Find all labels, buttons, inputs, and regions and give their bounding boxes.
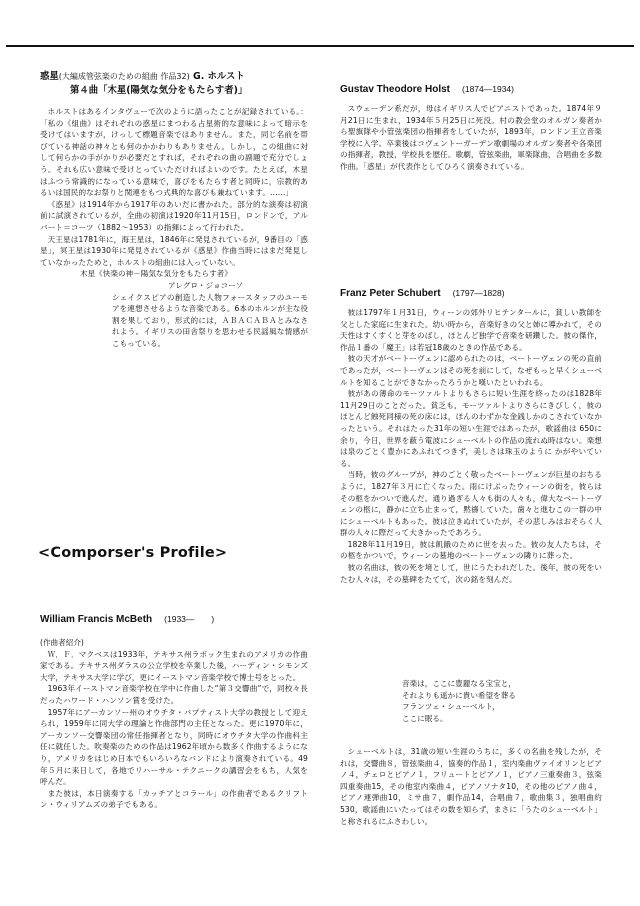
holst-section [340,82,602,173]
planets-composer: G. ホルスト [189,71,245,82]
schubert-section [340,286,602,585]
planets-paragraph: 《惑星》は1914年から1917年のあいだに書かれた。部分的な演奏は初演前に試演されているが，全曲の初演は1920年11月15日，ロンドンで，アルバート＝コーツ（1882～1953）の指揮によって行われた。 [40,199,308,232]
epitaph-line: 音楽は，ここに豊麗なる宝宝と， [402,679,516,688]
schubert-closing-section [340,746,602,827]
composer-name-holst [340,82,602,97]
top-rule [6,45,634,47]
schubert-paragraph: 当時，彼のグループが，神のごとく敬ったベートーヴェンが巨星のおちるように，1827年３月に亡くなった。雨にけぶったウィーンの街を，彼らはその柩をかついで進んだ。通り過ぎる人々も街の人々も，偉大なベートーヴェンの柩に，静かに立ち止まって，黙禱していた。歯々と進むこの一群の中にシューベルトもあった。彼は泣きぬれていたが，その悲しみはおそらく人群の人々に際だって大きかったであろう。 [340,470,602,538]
composer-intro-label: (作曲者紹介) [40,638,84,647]
mcbeth-paragraph: 1963年イーストマン音楽学校在学中に作曲した“第３交響曲”で，同校々長だったハワード・ハンソン賞を受けた。 [40,684,308,705]
mcbeth-paragraph: Ｗ．Ｆ．マクベスは1933年，テキサス州ラボック生まれのアメリカの作曲家である。テキサス州ダラスの公立学校を卒業した後，ハーディン・シモンズ大学，テキサス大学に学び，更にイーストマン音楽学校で博士号をとった。 [40,649,308,682]
planets-section [40,70,308,349]
schubert-epitaph [402,678,602,724]
holst-name: Gustav Theodore Holst [340,84,451,95]
movement-tempo: アレグロ・ジョコーソ [168,280,244,290]
movement-title: 木星《快楽の神－陽気な気分をもたらす者》 [80,269,232,279]
movement-description: シェイクスピアの創造した人物フォースタッフのユーモアを連想させるような音楽である。6本のホルンが主な役割を果しており，形式的には，ＡＢＡＣＡＢＡとみなされよう。イギリスの田舎祭りを思わせる民謡風な情感がこもっている。 [112,292,308,348]
holst-paragraph: スウェーデン系だが，母はイギリス人でピアニストであった。1874年９月21日に生まれ，1934年５月25日に死没。村の教会堂のオルガン奏者から聖旗隊や小管弦楽団の指揮者をしていたが，1893年，ロンドン王立音楽学校に入学。卒業後はコヴェントーガーデン歌劇場のオルガン奏者や各楽団の指揮者，教授，学校長を歴任。歌劇，管弦楽曲，軍楽隊曲，合唱曲を多数作曲。「惑星」が代表作としてひろく演奏されている。 [340,104,602,171]
schubert-closing-paragraph: シューベルトは，31歳の短い生涯のうちに，多くの名曲を残したが，それは，交響曲８，管弦楽曲４，協奏的作品１，室内楽曲ヴァイオリンとピアノ４，チェロとピアノ１，フリュートとピアノ１，ピアノ三重奏曲３，弦楽四重奏曲15，その他室内楽曲４，ピアノソナタ10，その他のピアノ曲４，ピアノ連弾曲10，ミサ曲７，劇作品14，合唱曲７，歌曲集３，独唱曲約 530，歌謡曲にいたってはその数を知らず，まさに「うたのシューベルト」と称されるにふさわしい。 [340,747,602,826]
schubert-paragraph: 彼は1797年１月31日，ウィーンの郊外リヒテンタールに，貧しい教師を父とした家庭に生まれた。幼い時から，音楽好きの父と姉に導かれて，その天性はすくすくと芽をのばし，ほとんど独学で音楽を研鑽した。彼の傑作，作品１番の「魔王」は若冠18歳のときの作品である。 [340,308,602,352]
planets-title: 惑星 [40,71,59,82]
holst-years: (1874—1934) [462,84,514,94]
schubert-paragraph: 1828年11月19日，彼は飢餓のために世を去った。彼の友人たちは，その柩をかついで，ウィーンの墓地のベートーヴェンの隣りに葬った。 [340,539,602,561]
planets-subtitle: (大編成管弦楽のための組曲 作品32) [58,72,190,81]
mcbeth-name: William Francis McBeth [40,614,153,625]
composer-name-schubert [340,286,602,301]
planets-heading [40,70,308,98]
mcbeth-paragraph: 1957年にアーカンソー州のオウチタ・バプティスト大学の教授として迎えられ，1959年に同大学の理論と作曲部門の主任となった。更に1970年に，アーカンソー交響楽団の常任指揮者となり，同時にオウチタ大学の作曲科主任に就任した。吹奏楽のための作品は1962年頃から数多く作曲するようになり，アメリカをはじめ日本でもいろいろなバンドにより演奏されている。49年５月に来日して，各地でリハーサル・テクニークの講習会をもち，人気を呼んだ。 [40,707,308,787]
schubert-name: Franz Peter Schubert [340,288,441,299]
mcbeth-paragraph: また彼は，本日演奏する「カッチアとコラール」の作曲者であるクリフトン・ウィリアムズの弟子でもある。 [40,788,308,810]
profile-heading: <Comporser's Profile> [38,545,228,561]
epitaph-line: フランツェ・シューベルト， [402,702,500,712]
planets-movement-heading: 第４曲「木星(陽気な気分をもたらす者)」 [70,85,248,96]
composer-name-mcbeth [40,612,308,627]
mcbeth-years: (1933— ) [164,614,215,624]
epitaph-line: ここに眠る。 [402,713,448,723]
schubert-years: (1797—1828) [452,288,505,298]
schubert-paragraph: 彼の名曲は，彼の死を境として，世にうたわれだした。後年，彼の死をいたむ人々は，その墓碑をたてて，次の銘を刻んだ。 [340,563,602,584]
planets-paragraph: 天王星は1781年に，海王星は，1846年に発見されているが，9番目の「惑星」，冥王星は1930年に発見されているが《惑星》作曲当時にはまだ発見していなかったためと，ホルストの組曲には入っていない。 [40,234,308,267]
epitaph-line: それよりも遥かに貴い希望を葬る [402,690,516,700]
schubert-paragraph: 彼があの薄命のモーツァルトよりもさらに短い生涯を終ったのは1828年11月29日のことだった。貧乏も，モーツァルトよりさらにきびしく，彼のほとんど蝕死同様の死の床には，ほんのわずかな金銭しかのこされていなかったという。それはたった31年の短い生涯ではあったが，歌謡曲は 650に余り，今日，世界を蔽う電波にシューベルトの作品の流れぬ時はない。楽想は泉のごとく豊かにあふれてつきず，美しさは珠玉のように かがやいている。 [340,389,602,468]
planets-paragraph: ホルストはあるインタヴューで次のように語ったことが記録されている。：「私の《組曲》はそれぞれの惑星にまつわる占星術的な意味によって暗示を受けてはいますが，けっして標題音楽ではありません。また，同じ名前を帯びている神話の神々とも何のかかわりもありません。しかし，この組曲に対して何らかの手がかりが必要だとすれば，それぞれの曲の副題で充分でしょう。それも広い意味で受けとっていただければよいのです。たとえば，木星はふつう常識的になっている意味で，喜びをもたらす者と同時に，宗教的あるいは国民的なお祭りと関連をもつ式典的な喜びも兼ねています。……」 [40,107,308,198]
mcbeth-section [40,612,308,811]
schubert-paragraph: 彼の天才がベートーヴェンに認められたのは，ベートーヴェンの死の直前であったが，ベートーヴェンはその死を前にして，なぜもっと早くシューベルトを知ることができなかったろうかと嘆いたといわれる。 [340,354,602,387]
